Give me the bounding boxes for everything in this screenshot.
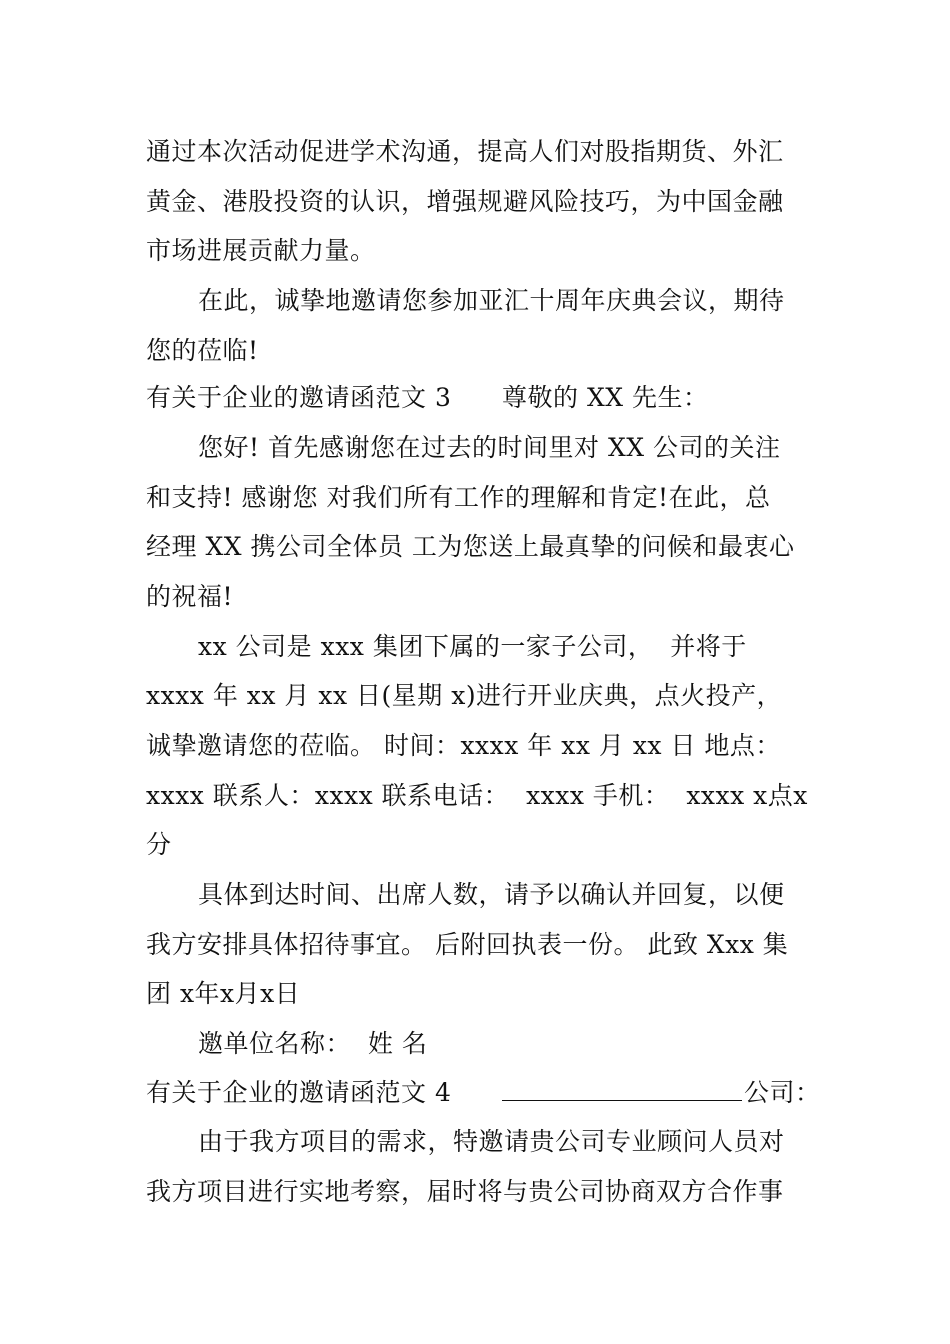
section-heading-3: 有关于企业的邀请函范文 3 尊敬的 XX 先生： [146, 383, 709, 412]
section-heading-4-title: 有关于企业的邀请函范文 4 [146, 1078, 503, 1107]
body-line: xxxx 联系人：xxxx 联系电话： xxxx 手机： xxxx x点x [146, 781, 808, 810]
body-line: 我方项目进行实地考察，届时将与贵公司协商双方合作事 [146, 1177, 784, 1206]
body-line: 分 [146, 830, 172, 859]
body-line: 通过本次活动促进学术沟通，提高人们对股指期货、外汇 [146, 137, 784, 166]
paragraph-first-line: 具体到达时间、出席人数，请予以确认并回复，以便 [198, 880, 785, 909]
paragraph-first-line: 在此，诚挚地邀请您参加亚汇十周年庆典会议，期待 [198, 286, 785, 315]
paragraph-first-line: xx 公司是 xxx 集团下属的一家子公司， 并将于 [198, 632, 747, 661]
paragraph-first-line: 由于我方项目的需求，特邀请贵公司专业顾问人员对 [198, 1127, 785, 1156]
body-line: 的祝福! [146, 582, 234, 611]
body-line: 您的莅临! [146, 336, 259, 365]
section-heading-4 [146, 1077, 821, 1109]
body-line: xxxx 年 xx 月 xx 日(星期 x)进行开业庆典，点火投产， [146, 681, 783, 710]
body-line: 市场进展贡献力量。 [146, 236, 376, 265]
body-line: 诚挚邀请您的莅临。 时间：xxxx 年 xx 月 xx 日 地点： [146, 731, 781, 760]
body-line: 团 x年x月x日 [146, 979, 301, 1008]
body-line: 黄金、港股投资的认识，增强规避风险技巧，为中国金融 [146, 187, 784, 216]
body-line: 和支持! 感谢您 对我们所有工作的理解和肯定!在此，总 [146, 483, 771, 512]
blank-underline [502, 1078, 742, 1101]
company-salutation: 公司： [744, 1078, 821, 1107]
paragraph-first-line: 您好! 首先感谢您在过去的时间里对 XX 公司的关注 [198, 433, 781, 462]
form-field-line: 邀单位名称： 姓 名 [198, 1029, 428, 1058]
body-line: 经理 XX 携公司全体员 工为您送上最真挚的问候和最衷心 [146, 532, 795, 561]
body-line: 我方安排具体招待事宜。 后附回执表一份。 此致 Xxx 集 [146, 930, 789, 959]
